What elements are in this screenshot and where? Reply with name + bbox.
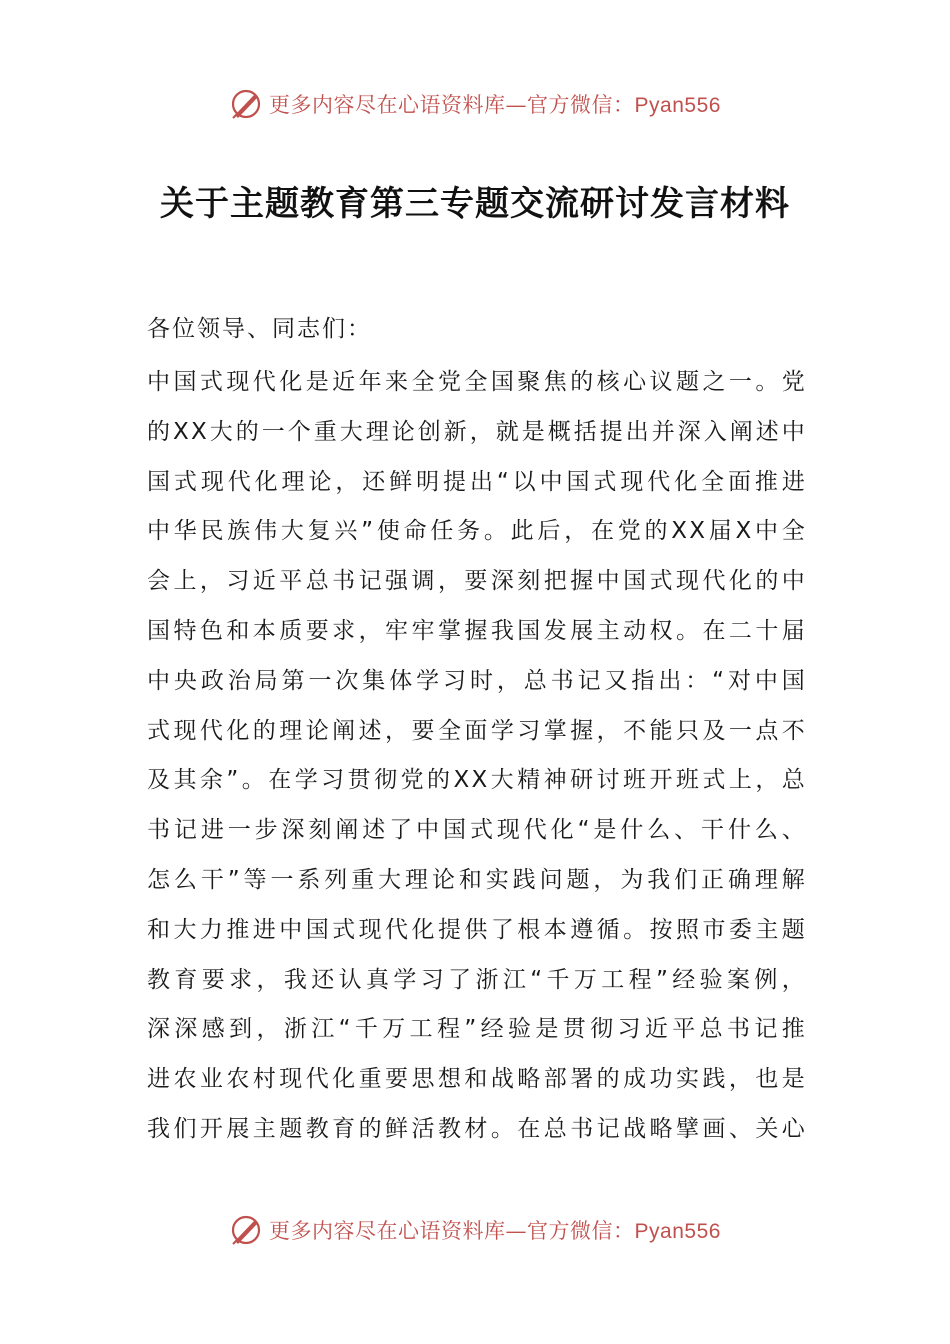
watermark-official: 官方微信： (527, 1219, 635, 1243)
header-watermark-banner (0, 84, 950, 124)
body-line: 国特色和本质要求，牢牢掌握我国发展主动权。在二十届 (147, 617, 807, 644)
document-title: 关于主题教育第三专题交流研讨发言材料 (160, 184, 790, 224)
body-line: 会上，习近平总书记强调，要深刻把握中国式现代化的中 (147, 568, 807, 595)
watermark-text (269, 89, 721, 119)
body-line: 进农业农村现代化重要思想和战略部署的成功实践，也是 (147, 1066, 807, 1093)
body-line: 中国式现代化是近年来全党全国聚焦的核心议题之一。党 (147, 369, 807, 395)
body-paragraph (147, 358, 807, 1155)
body-line: 教育要求，我还认真学习了浙江“千万工程”经验案例， (147, 966, 807, 993)
watermark-handle: Pyan556 (634, 1220, 721, 1243)
body-line: 式现代化的理论阐述，要全面学习掌握，不能只及一点不 (147, 717, 807, 744)
body-line: 怎么干”等一系列重大理论和实践问题，为我们正确理解 (147, 866, 807, 893)
body-line: 的XX大的一个重大理论创新，就是概括提出并深入阐述中 (147, 418, 807, 445)
watermark-site: 更多内容尽在心语资料库 (269, 1219, 506, 1243)
watermark-separator: — (505, 93, 528, 117)
body-line: 及其余”。在学习贯彻党的XX大精神研讨班开班式上，总 (147, 767, 807, 794)
watermark-site: 更多内容尽在心语资料库 (269, 93, 506, 117)
body-line: 书记进一步深刻阐述了中国式现代化“是什么、干什么、 (147, 817, 807, 844)
footer-watermark-banner (0, 1210, 950, 1250)
watermark-official: 官方微信： (527, 93, 635, 117)
body-line: 我们开展主题教育的鲜活教材。在总书记战略擘画、关心 (147, 1115, 807, 1142)
body-line: 国式现代化理论，还鲜明提出“以中国式现代化全面推进 (147, 468, 807, 495)
body-line: 中央政治局第一次集体学习时，总书记又指出：“对中国 (147, 667, 807, 694)
watermark-text (269, 1215, 721, 1245)
body-line: 和大力推进中国式现代化提供了根本遵循。按照市委主题 (147, 916, 807, 943)
body-line: 中华民族伟大复兴”使命任务。此后，在党的XX届X中全 (147, 518, 807, 545)
watermark-handle: Pyan556 (634, 94, 721, 117)
pen-logo-icon (229, 1213, 263, 1247)
pen-logo-icon (229, 87, 263, 121)
watermark-separator: — (505, 1219, 528, 1243)
greeting: 各位领导、同志们： (147, 316, 372, 342)
body-line: 深深感到，浙江“千万工程”经验是贯彻习近平总书记推 (147, 1016, 807, 1043)
